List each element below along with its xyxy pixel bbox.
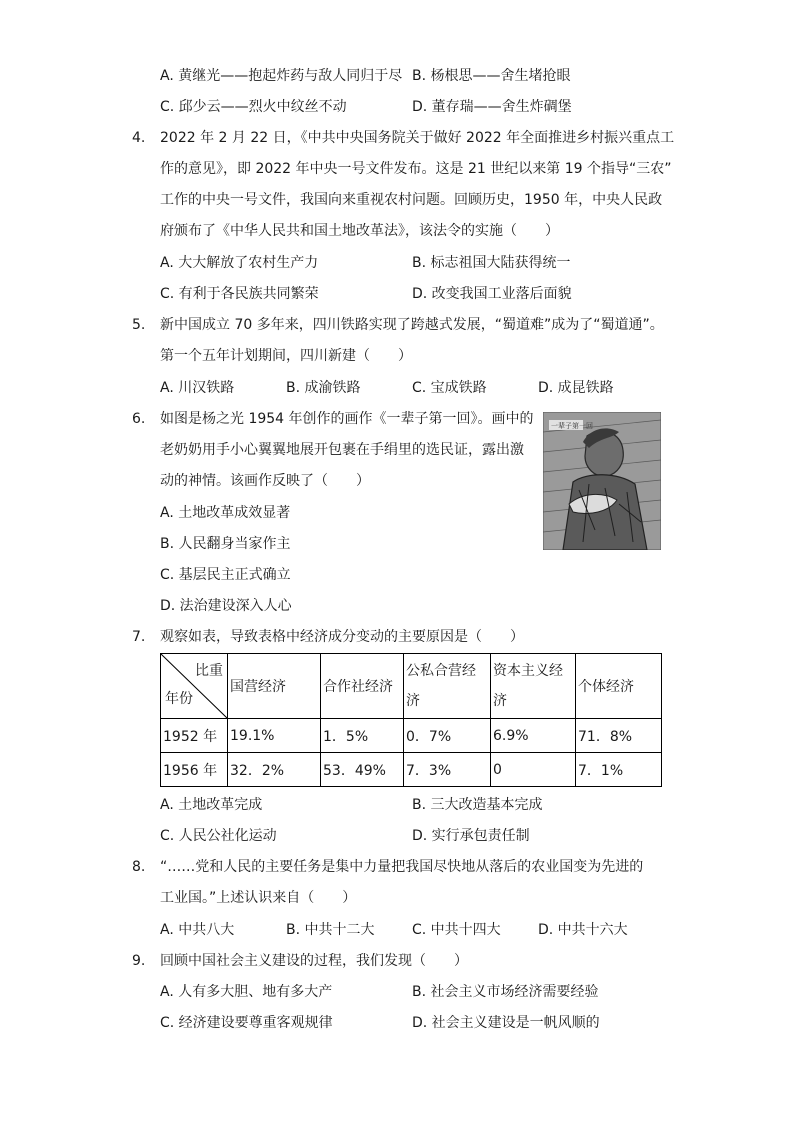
q9-option-b: B. 社会主义市场经济需要经验 (412, 984, 599, 1000)
table-header (404, 654, 491, 719)
q6-option-b: B. 人民翻身当家作主 (160, 536, 291, 552)
q7-number: 7. (132, 629, 146, 645)
q4-stem-line: 作的意见》，即 2022 年中央一号文件发布。这是 21 世纪以来第 19 个指导“三农” (160, 161, 672, 177)
painting-caption: 一辈子第一回 (551, 422, 593, 430)
q9-option-a: A. 人有多大胆、地有多大产 (160, 984, 333, 1000)
q4-option-d: D. 改变我国工业落后面貌 (412, 286, 572, 302)
table-header (491, 654, 576, 719)
table-row (161, 753, 662, 787)
q3-option-d: D. 董存瑞——舍生炸碉堡 (412, 99, 572, 115)
painting-sketch (543, 412, 661, 550)
q5-option-b: B. 成渝铁路 (286, 380, 361, 396)
table-cell: 19.1% (228, 719, 321, 753)
table-cell: 7．1% (576, 753, 662, 787)
header-part: 济 (493, 693, 507, 709)
q5-option-a: A. 川汉铁路 (160, 380, 235, 396)
q8-stem-line: 工业国。”上述认识来自（ ） (160, 890, 357, 906)
q6-stem-line: 如图是杨之光 1954 年创作的画作《一辈子第一回》。画中的 (160, 411, 534, 427)
economy-table (160, 653, 662, 787)
header-part: 公私合营经 (406, 663, 476, 679)
q4-stem-line: 府颁布了《中华人民共和国土地改革法》，该法令的实施（ ） (160, 223, 559, 239)
q6-option-a: A. 土地改革成效显著 (160, 505, 291, 521)
q8-option-d: D. 中共十六大 (538, 922, 628, 938)
corner-top-label: 比重 (195, 663, 223, 679)
q8-stem-line: “……党和人民的主要任务是集中力量把我国尽快地从落后的农业国变为先进的 (160, 859, 644, 875)
q7-option-b: B. 三大改造基本完成 (412, 797, 543, 813)
table-corner-cell (161, 654, 228, 719)
q9-stem: 回顾中国社会主义建设的过程，我们发现（ ） (160, 953, 468, 969)
table-header: 合作社经济 (321, 654, 404, 719)
table-cell: 1952 年 (161, 719, 228, 753)
q5-option-c: C. 宝成铁路 (412, 380, 487, 396)
q5-number: 5. (132, 317, 146, 333)
table-cell: 71．8% (576, 719, 662, 753)
q3-option-c: C. 邱少云——烈火中纹丝不动 (160, 99, 347, 115)
table-header: 国营经济 (228, 654, 321, 719)
q4-option-c: C. 有利于各民族共同繁荣 (160, 286, 319, 302)
table-cell: 1956 年 (161, 753, 228, 787)
table-header: 个体经济 (576, 654, 662, 719)
q4-stem-line: 2022 年 2 月 22 日，《中共中央国务院关于做好 2022 年全面推进乡村振兴重点工 (160, 130, 675, 146)
q6-number: 6. (132, 411, 146, 427)
q4-option-b: B. 标志祖国大陆获得统一 (412, 255, 571, 271)
painting-image (543, 412, 661, 550)
table-cell: 1．5% (321, 719, 404, 753)
table-cell: 32．2% (228, 753, 321, 787)
table-cell: 6.9% (491, 719, 576, 753)
q4-option-a: A. 大大解放了农村生产力 (160, 255, 319, 271)
header-part: 资本主义经 (493, 663, 563, 679)
q5-option-d: D. 成昆铁路 (538, 380, 614, 396)
q9-number: 9. (132, 953, 146, 969)
q4-stem-line: 工作的中央一号文件，我国向来重视农村问题。回顾历史，1950 年，中央人民政 (160, 192, 663, 208)
table-cell: 0 (491, 753, 576, 787)
corner-bottom-label: 年份 (165, 691, 193, 707)
q7-option-d: D. 实行承包责任制 (412, 828, 530, 844)
q6-stem-line: 动的神情。该画作反映了（ ） (160, 473, 370, 489)
q6-stem-line: 老奶奶用手小心翼翼地展开包裹在手绢里的选民证，露出激 (160, 442, 524, 458)
q8-number: 8. (132, 859, 146, 875)
table-row (161, 719, 662, 753)
table-cell: 7．3% (404, 753, 491, 787)
q8-option-c: C. 中共十四大 (412, 922, 501, 938)
q7-option-c: C. 人民公社化运动 (160, 828, 277, 844)
q9-option-c: C. 经济建设要尊重客观规律 (160, 1015, 333, 1031)
q5-stem-line: 第一个五年计划期间，四川新建（ ） (160, 348, 412, 364)
q3-option-b: B. 杨根思——舍生堵抢眼 (412, 68, 571, 84)
q8-option-a: A. 中共八大 (160, 922, 235, 938)
q3-option-a: A. 黄继光——抱起炸药与敌人同归于尽 (160, 68, 403, 84)
q5-stem-line: 新中国成立 70 多年来，四川铁路实现了跨越式发展，“蜀道难”成为了“蜀道通”。 (160, 317, 664, 333)
q4-number: 4. (132, 130, 146, 146)
table-header-row (161, 654, 662, 719)
q7-option-a: A. 土地改革完成 (160, 797, 263, 813)
table-cell: 0．7% (404, 719, 491, 753)
q6-option-d: D. 法治建设深入人心 (160, 598, 292, 614)
table-cell: 53．49% (321, 753, 404, 787)
q8-option-b: B. 中共十二大 (286, 922, 375, 938)
q6-option-c: C. 基层民主正式确立 (160, 567, 291, 583)
q9-option-d: D. 社会主义建设是一帆风顺的 (412, 1015, 600, 1031)
q7-stem: 观察如表，导致表格中经济成分变动的主要原因是（ ） (160, 629, 524, 645)
header-part: 济 (406, 693, 420, 709)
